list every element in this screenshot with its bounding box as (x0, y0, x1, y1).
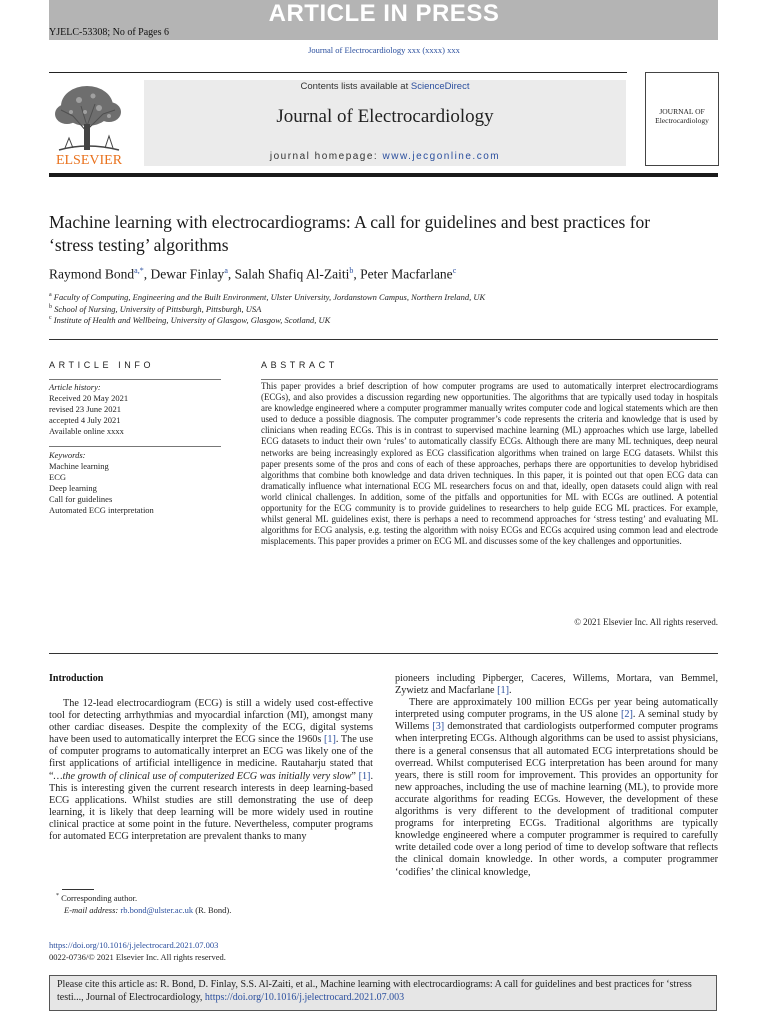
citation-doi-link[interactable]: https://doi.org/10.1016/j.jelectrocard.2021.07.003 (204, 992, 405, 1003)
paragraph: pioneers including Pipberger, Caceres, Willems, Mortara, van Bemmel, Zywietz and Macfarlane [1]. (395, 673, 718, 697)
section-rule (49, 339, 718, 340)
contents-prefix: Contents lists available at (300, 81, 409, 92)
journal-homepage-line (144, 151, 626, 162)
corresponding-author-note: * Corresponding author. (56, 893, 138, 903)
elsevier-wordmark: ELSEVIER (55, 153, 123, 166)
copyright: © 2021 Elsevier Inc. All rights reserved. (574, 617, 718, 627)
banner-title: ARTICLE IN PRESS (268, 0, 500, 27)
author-name: Dewar Finlay (150, 266, 225, 282)
history-item: revised 23 June 2021 (49, 404, 122, 414)
keyword: Machine learning (49, 461, 109, 471)
keyword: Deep learning (49, 483, 97, 493)
elsevier-logo (49, 80, 129, 166)
header-rule (49, 72, 627, 73)
body-column-left: The 12-lead electrocardiogram (ECG) is still a widely used cost-effective tool for detecting arrhythmias and myocardial infarction (MI), amongst many other cardiac diseases. Despite the complexity of the ECG, digital systems have been used to automatically interpret the ECG since the 1960s [1]. The use of computer programs to automatically interpret an ECG was likely one of the first applications of artificial intelligence in medicine. Rautaharju stated that “…the growth of clinical use of computerized ECG was initially very slow” [1]. This is interesting given the current research interests in deep learning-based ECG applications. Whilst studies are still demonstrating the use of deep learning, it is likely that deep learning will be more widely used in routine clinical practice at some point in the future. Nevertheless, computer programs for automated ECG interpretation are prevalent thanks to many (49, 698, 373, 843)
cover-line-2: Electrocardiology (655, 116, 709, 125)
keyword: ECG (49, 472, 66, 482)
abstract-heading: ABSTRACT (261, 360, 338, 370)
author-name: Raymond Bond (49, 266, 135, 282)
author-name: Salah Shafiq Al-Zaiti (234, 266, 350, 282)
author-list: Raymond Bond$^{a,*}$, Dewar Finlay$^a$, Salah Shafiq Al-Zaiti$^b$, Peter Macfarlane$^c$ (49, 266, 457, 282)
journal-citation-line[interactable]: Journal of Electrocardiology xxx (xxxx) xxx (308, 45, 460, 55)
section-rule (49, 653, 718, 654)
cover-text (645, 107, 719, 125)
reference-link[interactable]: [3] (432, 721, 445, 733)
author-affiliation-mark[interactable]: b (349, 266, 354, 275)
keyword: Automated ECG interpretation (49, 505, 154, 515)
author-name: Peter Macfarlane (360, 266, 453, 282)
abstract-rule (261, 379, 718, 380)
affiliation: $^a$ Faculty of Computing, Engineering and the Built Environment, Ulster University, Jordanstown Campus, Northern Ireland, UK (49, 292, 486, 302)
doi-link[interactable]: https://doi.org/10.1016/j.jelectrocard.2021.07.003 (49, 940, 219, 950)
contents-line (144, 81, 626, 92)
document-id: YJELC-53308; No of Pages 6 (49, 27, 169, 38)
citation-text: Please cite this article as: R. Bond, D. Finlay, S.S. Al-Zaiti, et al., Machine learning with electrocardiograms: A call for guidelines and best practices for ‘stress testi..., Journal of Electrocardiology, https://doi.org/10.1016/j.jelectrocard.2021.07.003 (57, 979, 692, 1003)
header-thick-rule (49, 173, 718, 177)
history-item: Available online xxxx (49, 426, 124, 436)
introduction-heading: Introduction (49, 673, 104, 684)
quotation: …the growth of clinical use of computerized ECG was initially very slow (53, 770, 352, 782)
article-info-rule (49, 379, 221, 380)
keywords-label: Keywords: (49, 450, 86, 460)
history-item: accepted 4 July 2021 (49, 415, 121, 425)
keywords-rule (49, 446, 221, 447)
article-title: Machine learning with electrocardiograms: A call for guidelines and best practices for ‘stress testing’ algorithms (49, 212, 651, 255)
body-column-right (395, 673, 718, 879)
reference-link[interactable]: [1] (358, 770, 371, 782)
sciencedirect-link[interactable]: ScienceDirect (410, 81, 470, 92)
affiliation: $^b$ School of Nursing, University of Pittsburgh, Pittsburgh, USA (49, 304, 262, 314)
cover-line-1: JOURNAL OF (659, 107, 705, 116)
homepage-prefix: journal homepage: (269, 151, 379, 162)
affiliation: $^c$ Institute of Health and Wellbeing, University of Glasgow, Glasgow, Scotland, UK (49, 315, 331, 325)
reference-link[interactable]: [1] (497, 685, 509, 697)
elsevier-tree-icon (49, 80, 129, 166)
email-note: E-mail address: rb.bond@ulster.ac.uk (R. Bond). (64, 905, 232, 915)
author-affiliation-mark[interactable]: c (452, 266, 457, 275)
email-link[interactable]: rb.bond@ulster.ac.uk (120, 905, 194, 915)
paragraph: There are approximately 100 million ECGs per year being automatically interpreted using computer programs, in the US alone [2]. A seminal study by Willems [3] demonstrated that cardiologists outperformed computer programs when interpreting ECGs. Although algorithms can be used to assist physicians, there is a general consensus that all automated ECG interpretations should be overread. Whilst computerised ECG interpretation has been around for many years, there is still room for improvement. This provides an opportunity for new approaches, including the use of machine learning (ML), to provide more accurate algorithms for reading ECGs. However, the development of these algorithms is very different to the development of traditional computer programs for interpreting ECGs. Traditional algorithms are typically knowledge engineered where a computer programmer is required to carefully write detailed code over a long period of time to develop software that reflects the clinical domain knowledge. In other words, a computer programmer ‘codifies’ the clinical knowledge, (395, 697, 718, 878)
keyword: Call for guidelines (49, 494, 113, 504)
author-affiliation-mark[interactable]: a (224, 266, 228, 275)
reference-link[interactable]: [1] (323, 734, 336, 746)
reference-link[interactable]: [2] (620, 709, 633, 721)
author-affiliation-mark[interactable]: a,* (134, 266, 144, 275)
abstract-text: This paper provides a brief description of how computer programs are used to automatically interpret electrocardiograms (ECGs), and also provides a discussion regarding new opportunities. The algorithms that are typically used today in hospitals are knowledge engineered where a computer programmer manually writes computer code and logical statements which are then used to deduce a possible diagnosis. The computer programmer’s code represents the criteria and knowledge that is used by clinicians when reading ECGs. This is in contrast to supervised machine learning (ML) approaches which use large, labelled ECG datasets to induct their own ‘rules’ to automatically classify ECGs. Although there are many ML techniques, deep neural networks are being increasingly explored as ECG classification algorithms when trained on large ECG datasets. Whilst this paper presents some of the pros and cons of each of these approaches, perhaps there are opportunities to develop hybridised algorithms that combine both knowledge and data driven techniques. In this paper, it is pointed out that open ECG data can dramatically influence what international ECG ML researchers focus on and that, ideally, open datasets could align with real world clinical challenges. In addition, some of the pitfalls and opportunities for ML with ECGs are outlined. A potential opportunity for the ECG community is to provide guidelines to researchers to help guide ECG ML practices. For example, whilst general ML guidelines exist, there is perhaps a need to recommend approaches for ‘stress testing’ and evaluating ML algorithms for ECG analysis, e.g. testing the algorithm with noisy ECGs and ECGs acquired using common lead and electrode misplacements. This paper provides a primer on ECG ML and discusses some of the key challenges and opportunities. (261, 381, 718, 547)
history-item: Received 20 May 2021 (49, 393, 129, 403)
footnote-rule (62, 889, 94, 890)
homepage-link[interactable]: www.jecgonline.com (382, 151, 501, 162)
history-label: Article history: (49, 382, 101, 392)
journal-title: Journal of Electrocardiology (276, 106, 494, 127)
article-info-heading: ARTICLE INFO (49, 360, 155, 370)
issn-line: 0022-0736/© 2021 Elsevier Inc. All rights reserved. (49, 952, 226, 962)
